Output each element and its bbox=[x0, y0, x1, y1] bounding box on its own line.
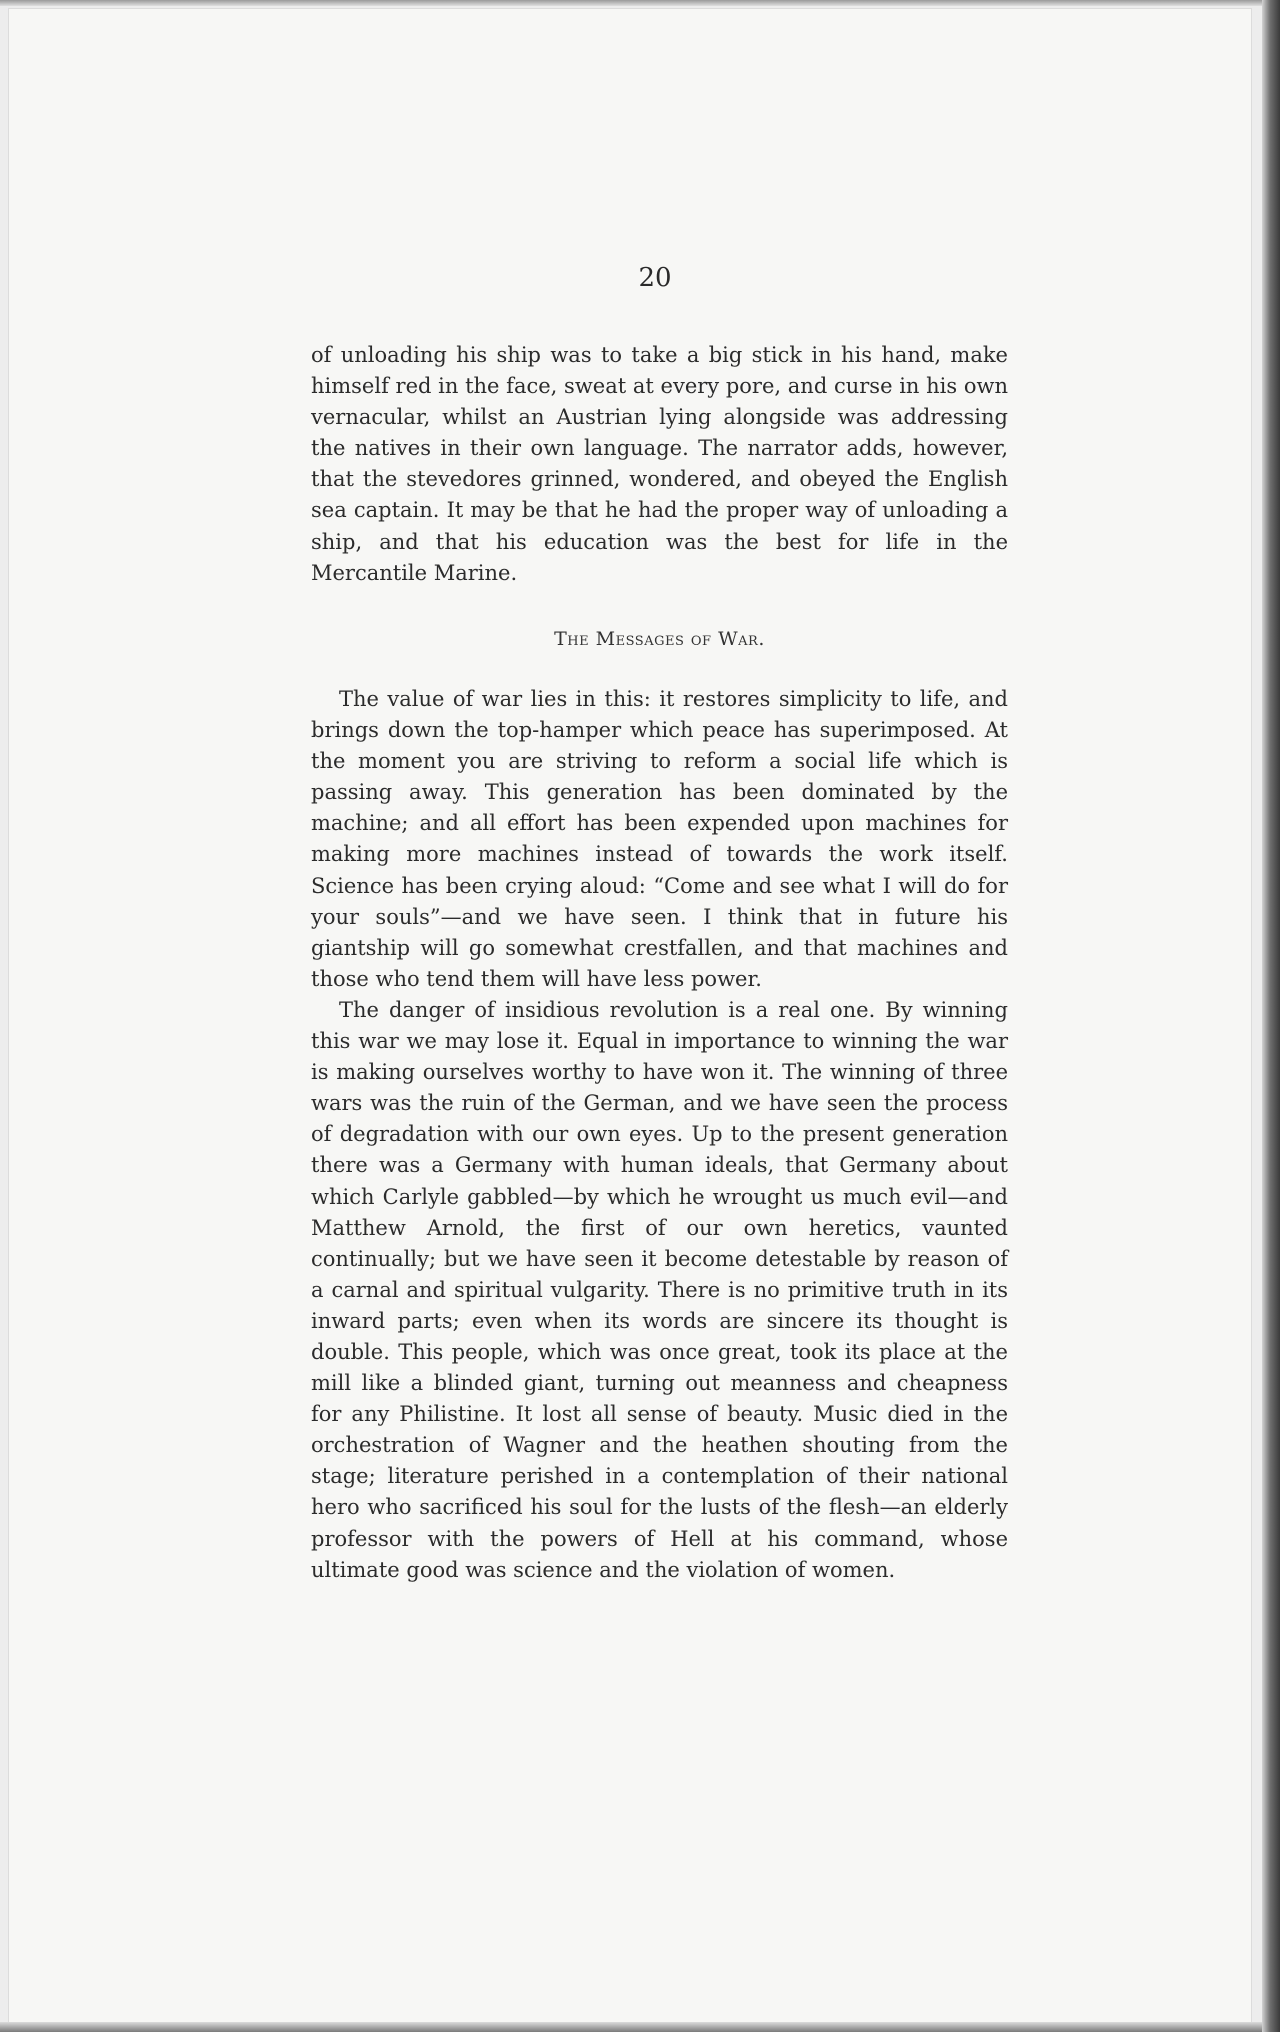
page-top-edge bbox=[0, 0, 1280, 6]
section-body bbox=[311, 684, 1008, 1586]
page-bottom-edge bbox=[0, 2022, 1262, 2032]
body-paragraph-2: The danger of insidious revolution is a real one. By winning this war we may lose it. Equal in importance to winning the war is making ourselves worthy to have won it. The winning of three wars was the ruin of the German, and we have seen the process of degradation with our own eyes. Up to the present generation there was a Germany with human ideals, that Germany about which Carlyle gabbled—by which he wrought us much evil—and Matthew Arnold, the first of our own heretics, vaunted continually; but we have seen it become detestable by reason of a carnal and spiritual vulgarity. There is no primitive truth in its inward parts; even when its words are sincere its thought is double. This people, which was once great, took its place at the mill like a blinded giant, turning out meanness and cheapness for any Philistine. It lost all sense of beauty. Music died in the orchestration of Wagner and the heathen shouting from the stage; literature perished in a contemplation of their national hero who sacrificed his soul for the lusts of the flesh—an elderly professor with the powers of Hell at his command, whose ultimate good was science and the violation of women. bbox=[311, 997, 1008, 1582]
section-heading: The Messages of War. bbox=[554, 628, 765, 650]
intro-paragraph: of unloading his ship was to take a big stick in his hand, make himself red in the face, sweat at every pore, and curse in his own vernacular, whilst an Austrian lying alongside was addressing the natives in their own language. The narrator adds, however, that the stevedores grinned, wondered, and obeyed the English sea captain. It may be that he had the proper way of unloading a ship, and that his education was the best for life in the Mercantile Marine. bbox=[311, 343, 1008, 585]
book-page bbox=[8, 8, 1252, 2024]
page-right-edge bbox=[1262, 0, 1280, 2032]
page-number: 20 bbox=[638, 263, 672, 293]
body-paragraph-1: The value of war lies in this: it restores simplicity to life, and brings down the top-hamper which peace has superimposed. At the moment you are striving to reform a social life which is passing away. This generation has been dominated by the machine; and all effort has been expended upon machines for making more machines instead of towards the work itself. Science has been crying aloud: “Come and see what I will do for your souls”—and we have seen. I think that in future his giantship will go somewhat crestfallen, and that machines and those who tend them will have less power. bbox=[311, 687, 1008, 991]
